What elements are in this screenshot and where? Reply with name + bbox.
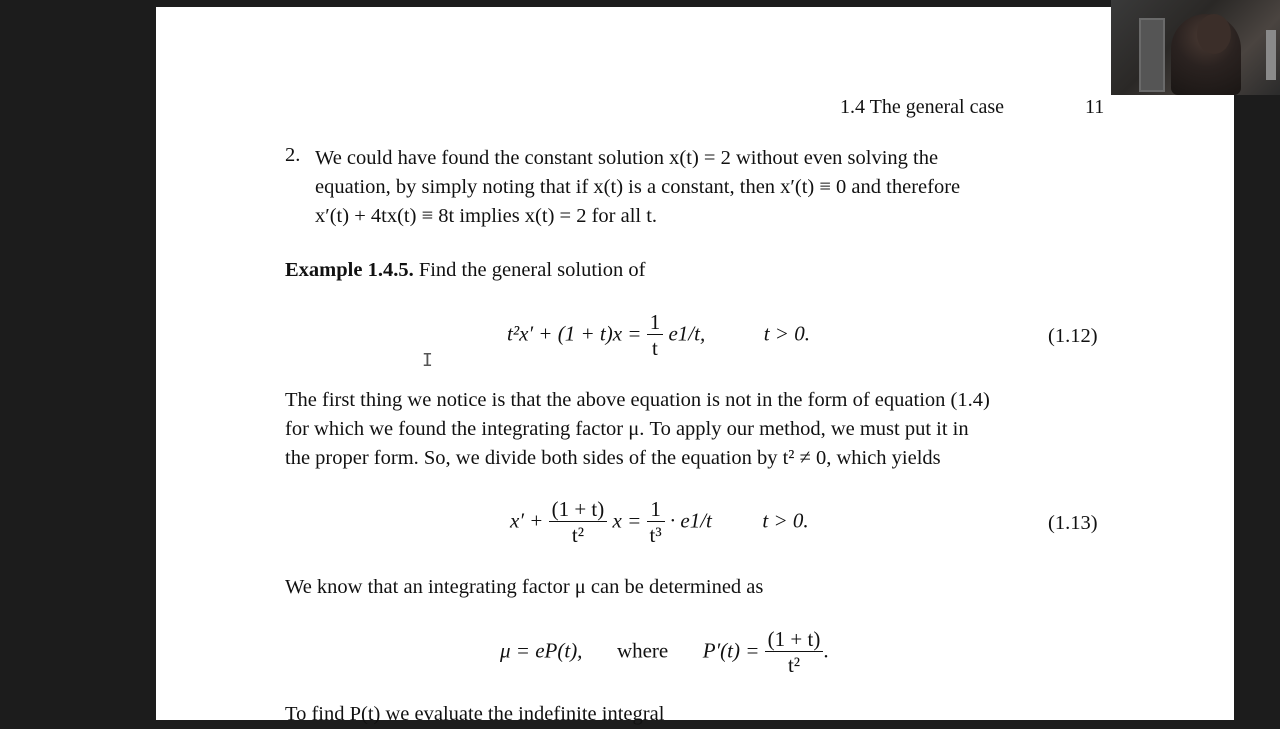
eq112-numerator: 1 xyxy=(647,310,664,335)
eq113-mid: x = xyxy=(612,508,642,533)
eq112-condition: t > 0. xyxy=(763,321,810,346)
page-number: 11 xyxy=(1085,96,1105,118)
remark-line-3: x′(t) + 4tx(t) ≡ 8t implies x(t) = 2 for all t. xyxy=(315,205,658,227)
section-title: 1.4 The general case xyxy=(840,96,1004,118)
paragraph-1-line-3: the proper form. So, we divide both sides of the equation by t² ≠ 0, which yields xyxy=(285,447,941,469)
eq-mu-where: where xyxy=(616,638,669,663)
equation-1-13 xyxy=(510,497,809,548)
eq113-numerator-1: (1 + t) xyxy=(549,497,608,522)
document-page xyxy=(156,7,1234,720)
eq-mu-numerator: (1 + t) xyxy=(765,627,824,652)
equation-1-12 xyxy=(507,310,810,361)
running-header xyxy=(840,96,1105,119)
text-cursor-icon: I xyxy=(422,350,433,371)
eq113-condition: t > 0. xyxy=(762,508,809,533)
eq113-denominator-2: t³ xyxy=(649,523,662,547)
eq113-rhs: · e1/t xyxy=(669,508,712,533)
remark-line-1: We could have found the constant solution x(t) = 2 without even solving the xyxy=(315,147,939,169)
example-label: Example 1.4.5. xyxy=(285,259,414,281)
eq113-lhs: x′ + xyxy=(510,508,544,533)
eq113-fraction-2 xyxy=(647,497,665,548)
eq112-rhs: e1/t, xyxy=(668,321,706,346)
paragraph-1-line-2: for which we found the integrating factor μ. To apply our method, we must put it in xyxy=(285,418,969,440)
eq-mu-mid: P′(t) = xyxy=(702,638,760,663)
webcam-background-light xyxy=(1266,30,1276,80)
equation-label-1-12: (1.12) xyxy=(1048,325,1098,347)
eq-mu-end: . xyxy=(823,638,829,663)
eq113-numerator-2: 1 xyxy=(647,497,665,522)
eq112-fraction xyxy=(647,310,664,361)
paragraph-1-line-1: The first thing we notice is that the above equation is not in the form of equation (1.4) xyxy=(285,389,990,411)
eq-mu-fraction xyxy=(765,627,824,678)
webcam-background-shelf xyxy=(1139,18,1165,92)
paragraph-2-line-1: We know that an integrating factor μ can be determined as xyxy=(285,576,764,598)
equation-label-1-13: (1.13) xyxy=(1048,512,1098,534)
eq112-lhs: t²x′ + (1 + t)x = xyxy=(507,321,642,346)
webcam-overlay xyxy=(1111,0,1280,95)
eq113-denominator-1: t² xyxy=(571,523,584,547)
eq-mu-denominator: t² xyxy=(787,653,801,677)
remark-line-2: equation, by simply noting that if x(t) is a constant, then x′(t) ≡ 0 and therefore xyxy=(315,176,961,198)
eq112-denominator: t xyxy=(652,336,658,360)
example-text: Find the general solution of xyxy=(418,259,646,281)
webcam-head xyxy=(1197,14,1231,54)
example-heading xyxy=(285,256,645,285)
eq-mu-lhs: μ = eP(t), xyxy=(500,638,583,663)
eq113-fraction-1 xyxy=(549,497,608,548)
paragraph-3-line-1: To find P(t) we evaluate the indefinite integral xyxy=(285,703,665,725)
equation-mu xyxy=(500,627,829,678)
remark-number: 2. xyxy=(285,144,301,166)
